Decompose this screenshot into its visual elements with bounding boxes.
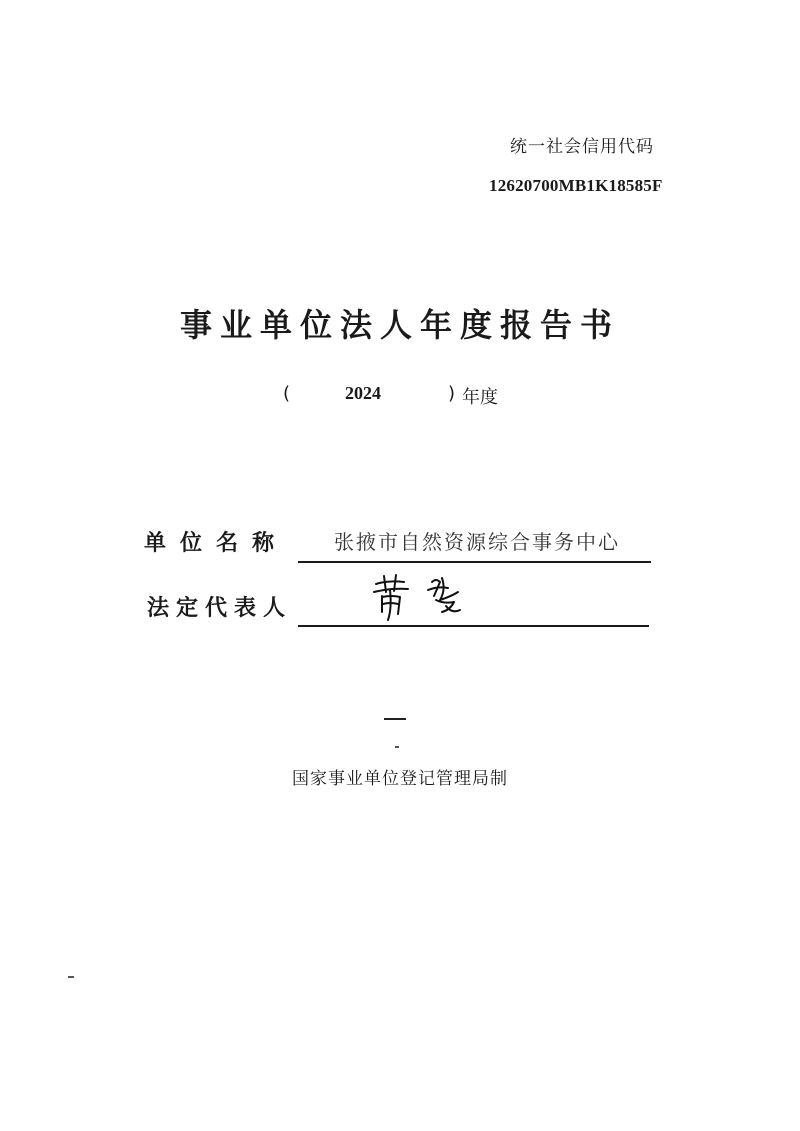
issuer-footer: 国家事业单位登记管理局制 — [292, 769, 508, 789]
unit-name-value: 张掖市自然资源综合事务中心 — [334, 530, 620, 554]
credit-code-label: 统一社会信用代码 — [510, 137, 654, 157]
divider-dot — [395, 746, 399, 748]
handwritten-signature — [370, 570, 480, 625]
unit-name-underline — [298, 561, 651, 563]
divider-dash — [384, 718, 406, 720]
year-suffix: 年度 — [462, 387, 498, 408]
year-close-paren: ) — [448, 383, 456, 404]
unit-name-label: 单位名称 — [144, 531, 289, 556]
scan-speck — [68, 976, 74, 978]
legal-representative-label: 法定代表人 — [147, 596, 293, 621]
legal-representative-underline — [298, 625, 649, 627]
year-open-paren: ( — [283, 383, 291, 404]
document-title: 事业单位法人年度报告书 — [179, 306, 620, 344]
report-year: 2024 — [345, 383, 381, 403]
credit-code-value: 12620700MB1K18585F — [489, 176, 663, 195]
